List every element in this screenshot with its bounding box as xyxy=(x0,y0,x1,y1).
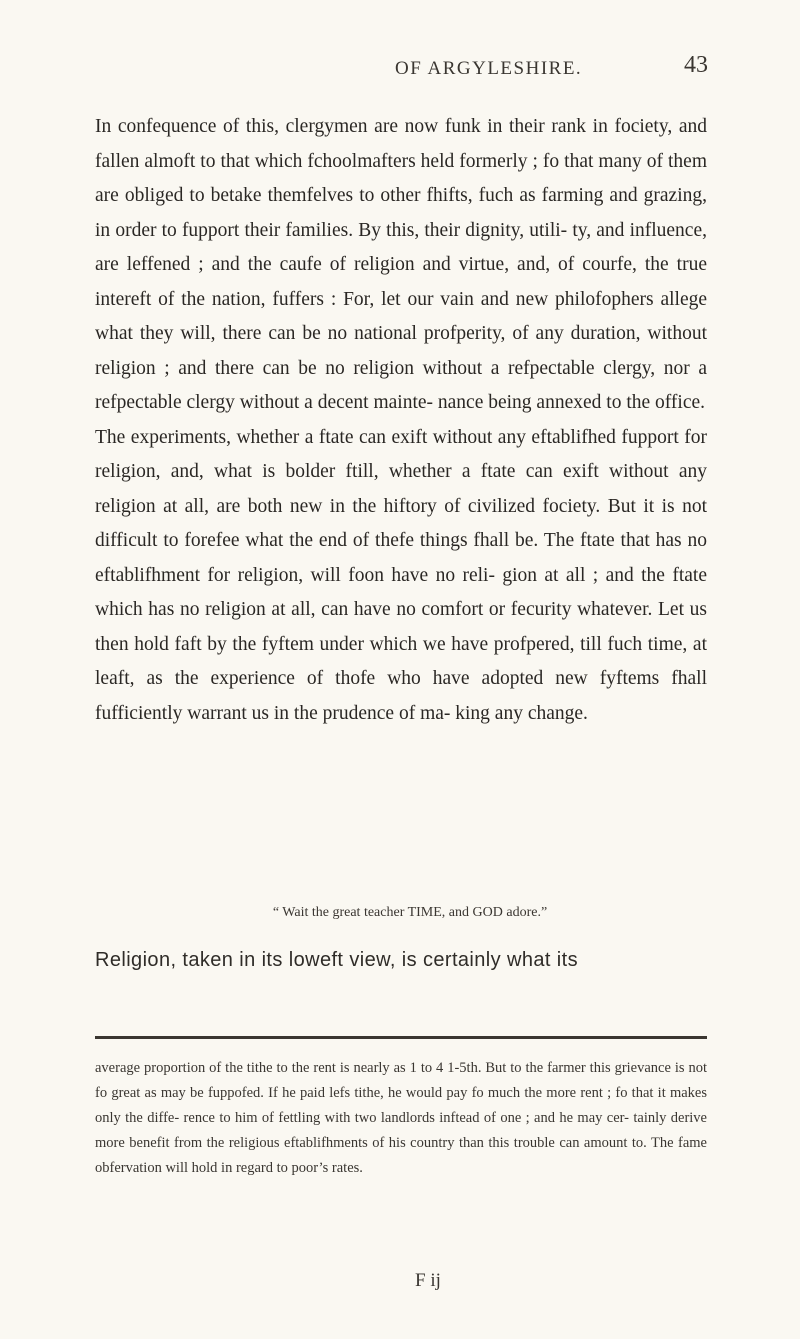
main-text xyxy=(95,110,707,731)
signature-mark: F ij xyxy=(415,1270,441,1291)
footnote: average proportion of the tithe to the rent is nearly as 1 to 4 1-5th. But to the farmer this grievance is not fo great as may be fuppofed. If he paid lefs tithe, he would pay fo much the more rent ; fo that it makes only the diffe- rence to him of fettling with two landlords inftead of one ; and he may cer- tainly derive more benefit from the religious eftablifhments of his country than this trouble can amount to. The fame obfervation will hold in regard to poor’s rates. xyxy=(95,1060,707,1176)
quotation: “ Wait the great teacher TIME, and GOD adore.” xyxy=(272,905,548,920)
paragraph-2: The experiments, whether a ftate can exift without any eftablifhed fupport for religion, and, what is bolder ftill, whether a ftate can exift without any religion at all, are both new in the hiftory of civilized fociety. But it is not difficult to forefee what the end of thefe things fhall be. The ftate that has no eftablifhment for religion, will foon have no reli- gion at all ; and the ftate which has no religion at all, can have no comfort or fecurity whatever. Let us then hold faft by the fyftem under which we have profpered, till fuch time, at leaft, as the experience of thofe who have adopted new fyftems fhall fufficiently warrant us in the prudence of ma- king any change. xyxy=(95,426,707,724)
continuation-line: Religion, taken in its loweft view, is certainly what its xyxy=(95,949,578,971)
paragraph-1: In confequence of this, clergymen are now funk in their rank in fociety, and fallen almoft to that which fchoolmafters held formerly ; fo that many of them are obliged to betake themfelves to other fhifts, fuch as farming and grazing, in order to fupport their families. By this, their dignity, utili- ty, and influence, are leffened ; and the caufe of religion and virtue, and, of courfe, the true intereft of the nation, fuffers : For, let our vain and new philofophers allege what they will, there can be no national profperity, of any duration, without religion ; and there can be no religion without a refpectable clergy, nor a refpectable clergy without a decent mainte- nance being annexed to the office. xyxy=(95,116,707,413)
footnote-divider xyxy=(95,1036,707,1039)
page-number: 43 xyxy=(684,52,708,78)
running-header: OF ARGYLESHIRE. xyxy=(395,58,583,79)
